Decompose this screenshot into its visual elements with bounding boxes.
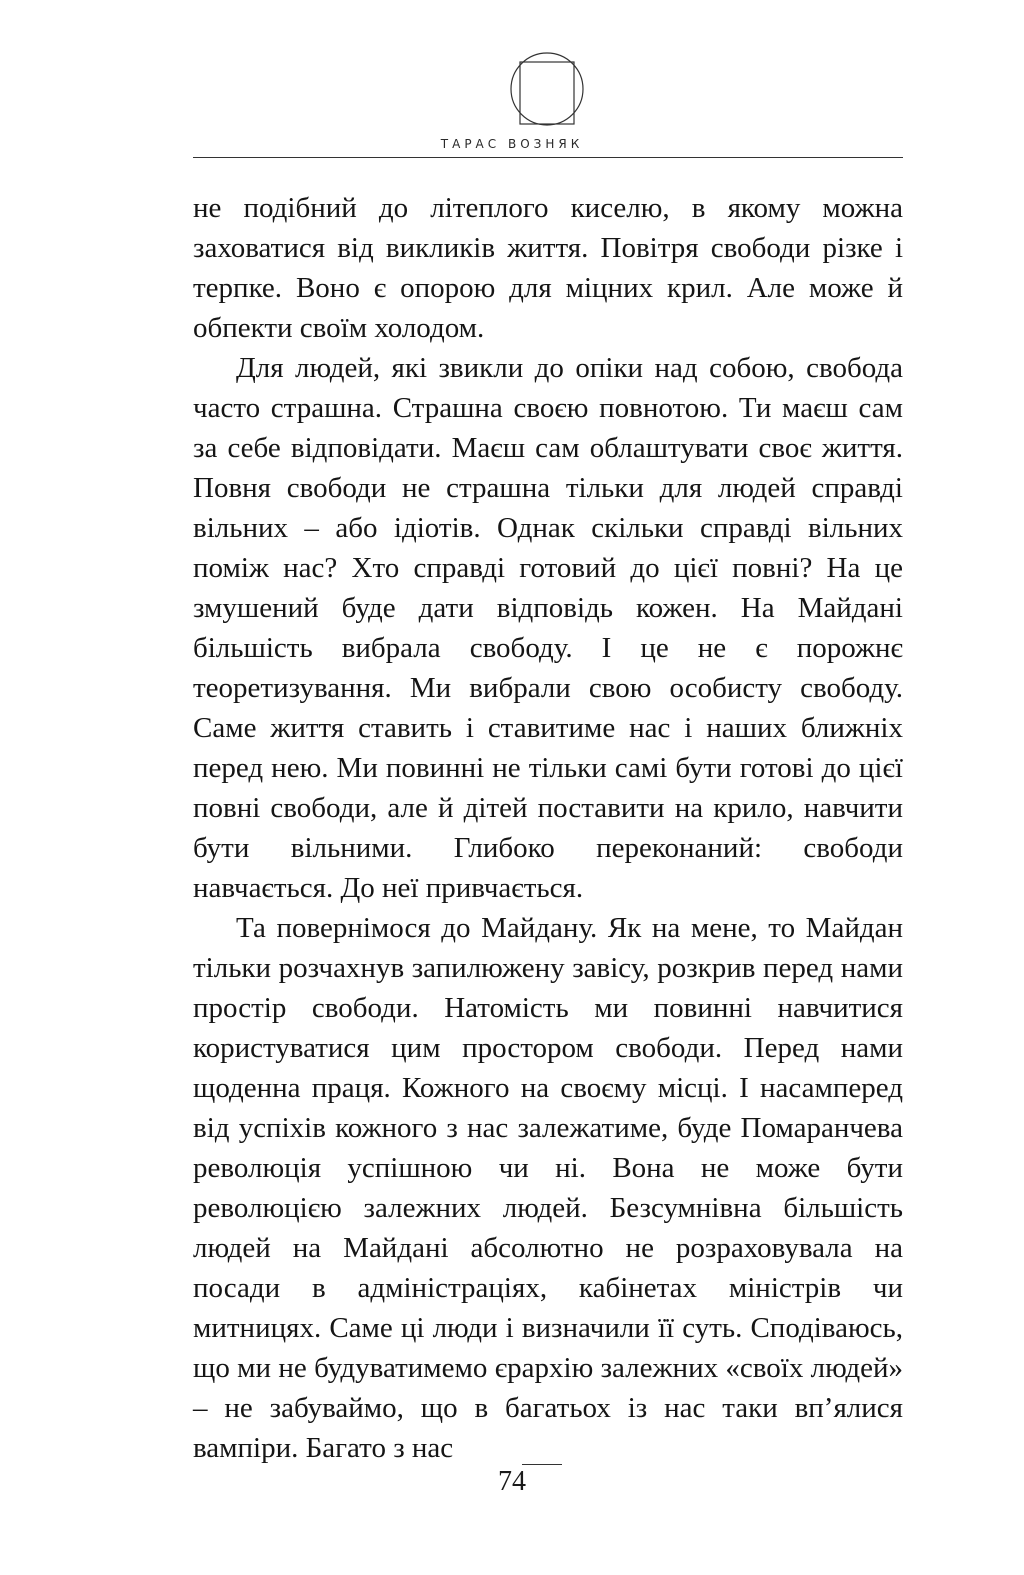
paragraph-1: не подібний до літеплого киселю, в якому можна заховатися від викликів життя. Повітря свободи різке і терпке. Воно є опорою для міцних крил. Але може й обпекти своїм холодом. xyxy=(193,192,903,344)
page-body xyxy=(193,188,903,1468)
page-number: 74 xyxy=(498,1466,526,1497)
running-header-author: ТАРАС ВОЗНЯК xyxy=(440,137,584,151)
paragraph-2: Для людей, які звикли до опіки над собою, свобода часто страшна. Страшна своєю повнотою. Ти маєш сам за себе відповідати. Маєш сам облаштувати своє життя. Повня свободи не страшна тільки для людей справді вільних – або ідіотів. Однак скільки справді вільних поміж нас? Хто справді готовий до цієї повні? На це змушений буде дати відповідь кожен. На Майдані більшість вибрала свободу. І це не є порожнє теоретизування. Ми вибрали свою особисту свободу. Саме життя ставить і ставитиме нас і наших ближніх перед нею. Ми повинні не тільки самі бути готові до цієї повні свободи, але й дітей поставити на крило, навчити бути вільними. Глибоко переконаний: свободи навчається. До неї привчається. xyxy=(193,352,903,904)
page-number-overline xyxy=(522,1464,562,1465)
header-divider xyxy=(193,157,903,158)
circle-square-emblem-icon xyxy=(510,48,584,130)
paragraph-3: Та повернімося до Майдану. Як на мене, то Майдан тільки розчахнув запилюжену завісу, розкрив перед нами простір свободи. Натомість ми повинні навчитися користуватися цим простором свободи. Перед нами щоденна праця. Кожного на своєму місці. І насамперед від успіхів кожного з нас залежатиме, буде Помаранчева революція успішною чи ні. Вона не може бути революцією залежних людей. Безсумнівна більшість людей на Майдані абсолютно не розраховувала на посади в адміністраціях, кабінетах міністрів чи митницях. Саме ці люди і визначили її суть. Сподіваюсь, що ми не будуватимемо єрархію залежних «своїх людей» – не забуваймо, що в багатьох із нас таки вп’ялися вампіри. Багато з нас xyxy=(193,912,903,1464)
